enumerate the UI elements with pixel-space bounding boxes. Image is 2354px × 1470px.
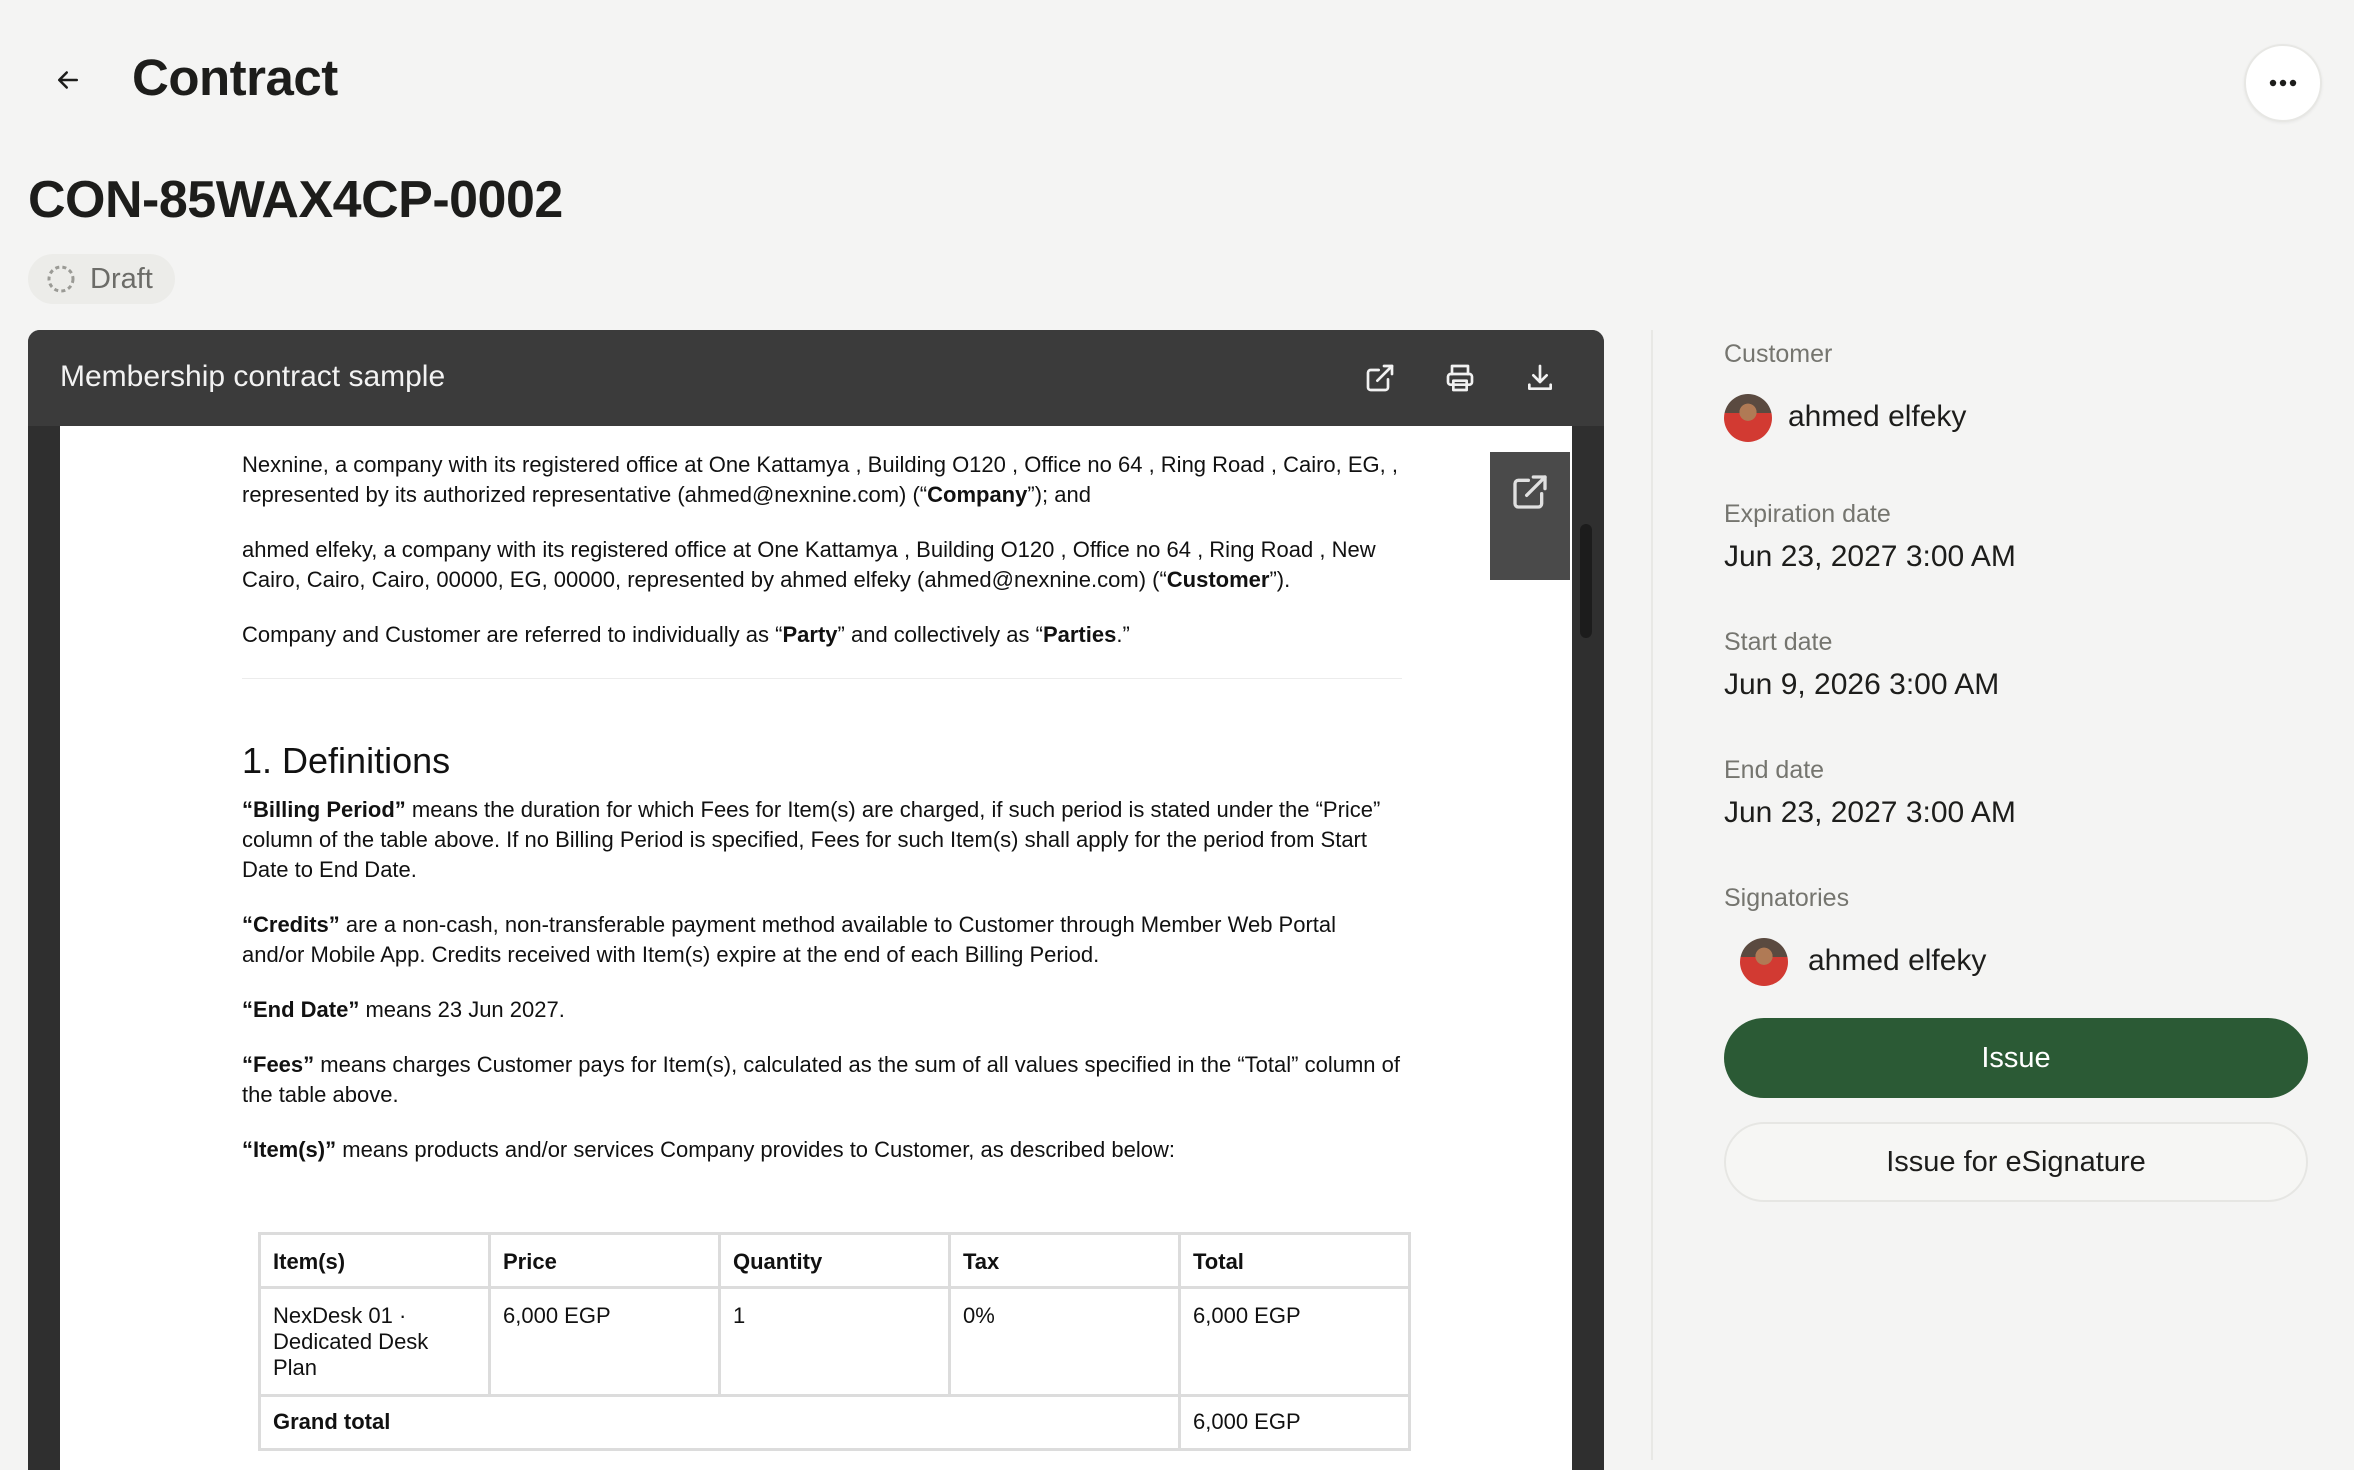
definition-fees: “Fees” means charges Customer pays for Item(s), calculated as the sum of all values specified in the “Total” column of the table above.	[242, 1052, 1400, 1107]
grand-total-value: 6,000 EGP	[1180, 1396, 1410, 1450]
parties-paragraph: Company and Customer are referred to individually as “Party” and collectively as “Parties.”	[242, 622, 1130, 647]
party-company-paragraph: Nexnine, a company with its registered office at One Kattamya , Building O120 , Office no 64 , Ring Road , Cairo, EG, , represented by its authorized representative (ahmed@nexnine.com) (“Company”); and	[242, 452, 1398, 507]
customer-label: Customer	[1724, 340, 1833, 368]
table-header: Price	[490, 1234, 720, 1288]
scrollbar-thumb[interactable]	[1580, 524, 1592, 638]
definition-items: “Item(s)” means products and/or services Company provides to Customer, as described below:	[242, 1137, 1175, 1162]
definition-end-date: “End Date” means 23 Jun 2027.	[242, 997, 565, 1022]
grand-total-row	[260, 1396, 1410, 1450]
table-cell: 0%	[950, 1288, 1180, 1396]
table-row	[260, 1288, 1410, 1396]
viewer-header	[28, 330, 1604, 426]
definition-billing-period: “Billing Period” means the duration for which Fees for Item(s) are charged, if such period is stated under the “Price” column of the table above. If no Billing Period is specified, Fees for such Item(s) shall apply for the period from Start Date to End Date.	[242, 797, 1381, 882]
print-icon	[1444, 362, 1476, 394]
document-page	[60, 426, 1572, 1470]
document-viewer	[28, 330, 1604, 1470]
open-external-button[interactable]	[1358, 356, 1402, 400]
table-cell: 6,000 EGP	[1180, 1288, 1410, 1396]
page-title: Contract	[132, 49, 338, 106]
print-button[interactable]	[1438, 356, 1482, 400]
start-date-value: Jun 9, 2026 3:00 AM	[1724, 668, 2000, 701]
table-header: Item(s)	[260, 1234, 490, 1288]
signatory-name: ahmed elfeky	[1808, 944, 1987, 977]
more-horizontal-icon	[2268, 78, 2298, 88]
customer-avatar	[1724, 394, 1772, 442]
expiration-date-value: Jun 23, 2027 3:00 AM	[1724, 540, 2016, 573]
top-bar	[0, 0, 2354, 160]
end-date-label: End date	[1724, 756, 1825, 784]
start-date-label: Start date	[1724, 628, 1833, 656]
panel-divider	[1651, 330, 1653, 1460]
table-cell: 1	[720, 1288, 950, 1396]
issue-button[interactable]: Issue	[1724, 1018, 2308, 1098]
end-date-value: Jun 23, 2027 3:00 AM	[1724, 796, 2016, 829]
document-content	[242, 450, 1402, 1190]
open-external-icon	[1510, 472, 1550, 512]
customer-name[interactable]: ahmed elfeky	[1788, 400, 1967, 433]
table-header: Total	[1180, 1234, 1410, 1288]
table-cell: NexDesk 01 · Dedicated Desk Plan	[260, 1288, 490, 1396]
document-divider	[242, 678, 1402, 679]
section-heading: 1. Definitions	[242, 740, 451, 781]
popout-button[interactable]	[1490, 452, 1570, 580]
signatory-avatar	[1740, 938, 1788, 986]
items-table	[258, 1232, 1411, 1451]
grand-total-label: Grand total	[260, 1396, 1180, 1450]
table-header: Quantity	[720, 1234, 950, 1288]
issue-esignature-button[interactable]: Issue for eSignature	[1724, 1122, 2308, 1202]
more-options-button[interactable]	[2244, 44, 2354, 164]
viewer-title: Membership contract sample	[60, 360, 446, 393]
download-icon	[1524, 362, 1556, 394]
signatories-label: Signatories	[1724, 884, 1850, 912]
draft-status-icon	[46, 264, 76, 294]
expiration-date-label: Expiration date	[1724, 500, 1891, 528]
status-badge	[28, 254, 175, 304]
table-header: Tax	[950, 1234, 1180, 1288]
arrow-left-icon	[53, 65, 83, 95]
download-button[interactable]	[1518, 356, 1562, 400]
definition-credits: “Credits” are a non-cash, non-transferable payment method available to Customer through Member Web Portal and/or Mobile App. Credits received with Item(s) expire at the end of each Billing Period.	[242, 912, 1337, 967]
back-button[interactable]	[40, 52, 96, 108]
open-external-icon	[1364, 362, 1396, 394]
table-cell: 6,000 EGP	[490, 1288, 720, 1396]
party-customer-paragraph: ahmed elfeky, a company with its registered office at One Kattamya , Building O120 , Office no 64 , Ring Road , New Cairo, Cairo, Cairo, 00000, EG, 00000, represented by ahmed elfeky (ahmed@nexnine.com) (“Customer”).	[242, 537, 1376, 592]
contract-id: CON-85WAX4CP-0002	[28, 171, 563, 229]
status-label: Draft	[90, 262, 153, 295]
